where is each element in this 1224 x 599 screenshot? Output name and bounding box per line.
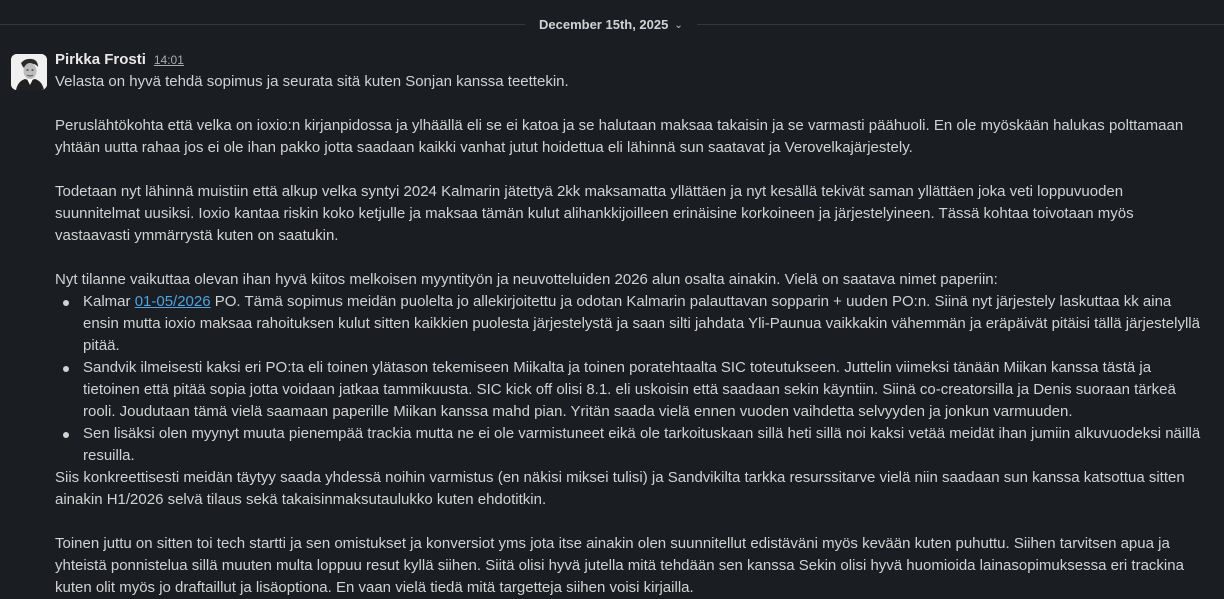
paragraph-gap [55,511,1210,533]
paragraph-gap [55,159,1210,181]
paragraph-gap [55,93,1210,115]
message-header [55,51,1210,71]
date-divider-button[interactable] [525,14,697,36]
message-body [55,71,1210,599]
date-divider [0,14,1224,36]
message-paragraph: Todetaan nyt lähinnä muistiin että alkup velka syntyi 2024 Kalmarin jätettyä 2kk maksamatta yllättäen ja nyt kesällä tekivät saman yllättäen joka veti loppuvuoden suunnitelmat uusiksi. Ioxio kantaa riskin koko ketjulle ja maksaa tämän kulut alihankkijoilleen erinäisine korkoineen ja järjestelyineen. Tässä kohtaa toivotaan myös vastaavasti ymmärrystä kuten on saatukin. [55,183,1134,244]
list-item [55,291,1210,357]
message-paragraph: Toinen juttu on sitten toi tech startti ja sen omistukset ja konversiot yms jota itse ainakin olen suunnitellut edistäväni myös kevään kuten puhuttu. Siihen tarvitsen apua ja yhteistä ponnistelua sillä muuten multa loppuu resut kyllä siihen. Siitä olisi hyvä jutella mitä tehdään sen kanssa Sekin olisi hyvä huomioida lainasopimuksessa eri trackina kuten olit myös jo draftaillut ja lisäoptiona. En vaan vielä tiedä mitä targetteja siihen voisi kirjailla. [55,535,1184,596]
date-range-link[interactable]: 01-05/2026 [134,293,211,310]
bullet-suffix: PO. Tämä sopimus meidän puolelta jo allekirjoitettu ja odotan Kalmarin palauttavan sopparin + uuden PO:n. Siinä nyt järjestely laskuttaa kk aina ensin mutta ioxio maksaa rahoituksen kulut sitten kaikkien puolesta järjestelystä ja saan silti jahdata Yli-Paunua vaikkakin vähemmän ja eräpäivät pitäisi tällä järjestelyllä pitää. [83,293,1200,354]
message-paragraph: Peruslähtökohta että velka on ioxio:n kirjanpidossa ja ylhäällä eli se ei katoa ja se halutaan maksaa takaisin ja se varmasti päähuoli. En ole myöskään halukas polttamaan yhtään uutta rahaa jos ei ole ihan pakko jotta saadaan kaikki vanhat jutut hoidettua eli lähinnä sun saatavat ja Verovelkajärjestely. [55,117,1184,156]
message-paragraph: Nyt tilanne vaikuttaa olevan ihan hyvä kiitos melkoisen myyntityön ja neuvotteluiden 2026 alun osalta ainakin. Vielä on saatava nimet paperiin: [55,271,998,288]
paragraph-gap [55,247,1210,269]
date-label: December 15th, 2025 [539,17,669,32]
avatar[interactable] [11,54,47,90]
chevron-down-icon: ⌄ [674,20,683,31]
message-paragraph: Siis konkreettisesti meidän täytyy saada yhdessä noihin varmistus (en näkisi miksei tulisi) ja Sandvikilta tarkka resurssitarve vielä niin saadaan sun kanssa katsottua sitten ainakin H1/2026 selvä tilaus sekä takaisinmaksutaulukko kuten ehdotitkin. [55,469,1185,508]
bullet-list [55,291,1210,467]
list-item: Sandvik ilmeisesti kaksi eri PO:ta eli toinen ylätason tekemiseen Miikalta ja toinen poratehtaalta SIC toteutukseen. Juttelin viimeksi tänään Miikan kanssa tästä ja tietoinen että pitää sopia jotta voidaan jatkaa tammikuusta. SIC kick off olisi 8.1. eli uskoisin että saadaan sekin käyntiin. Siinä co-creatorsilla ja Denis suoraan tärkeä rooli. Joudutaan tämä vielä saamaan paperille Miikan kanssa mahd pian. Yritän saada vielä ennen vuoden vaihdetta selvyyden ja jonkun varmuuden. [55,357,1210,423]
message-paragraph: Velasta on hyvä tehdä sopimus ja seurata sitä kuten Sonjan kanssa teettekin. [55,73,569,90]
message-content [55,51,1210,599]
bullet-prefix: Kalmar [83,293,135,310]
message-timestamp[interactable]: 14:01 [153,53,184,67]
list-item: Sen lisäksi olen myynyt muuta pienempää trackia mutta ne ei ole varmistuneet eikä ole tarkoituskaan sillä heti sillä noi kaksi vetää meidät ihan jumiin alkuvuodeksi näillä resuilla. [55,423,1210,467]
author-name[interactable]: Pirkka Frosti [55,51,146,68]
